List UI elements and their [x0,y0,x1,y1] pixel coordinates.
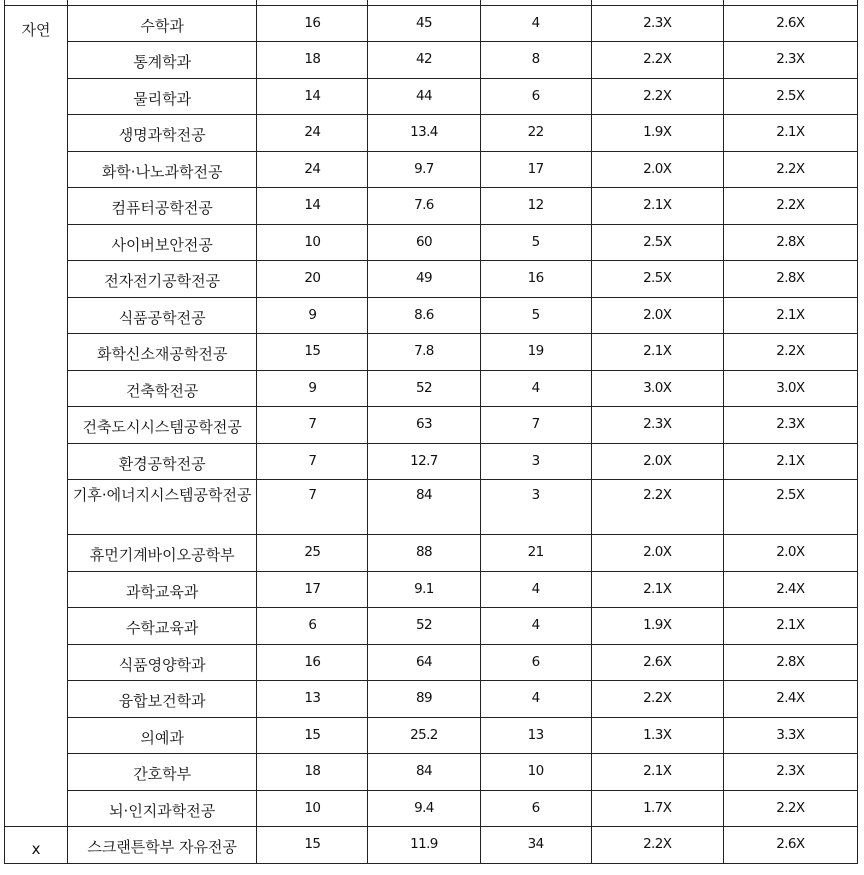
major-cell: 융합보건학과 [68,681,257,718]
value-b-cell: 9.7 [368,151,480,188]
ratio-e-cell: 2.4X [723,681,857,718]
table-row [5,297,858,334]
major-cell: 뇌·인지과학전공 [68,790,257,827]
value-c-cell: 21 [480,535,591,572]
value-c-cell: 4 [480,608,591,645]
value-a-cell: 9 [257,370,368,407]
ratio-d-cell: 2.0X [591,297,723,334]
table-row [5,827,858,864]
value-a-cell: 15 [257,717,368,754]
value-b-cell: 42 [368,42,480,79]
value-c-cell: 5 [480,224,591,261]
major-cell: 수학교육과 [68,608,257,645]
ratio-e-cell: 2.2X [723,334,857,371]
ratio-d-cell: 2.2X [591,681,723,718]
ratio-e-cell: 2.6X [723,5,857,42]
major-cell: 생명과학전공 [68,115,257,152]
value-a-cell: 16 [257,5,368,42]
ratio-d-cell: 2.2X [591,480,723,535]
major-cell: 간호학부 [68,754,257,791]
major-cell: 과학교육과 [68,571,257,608]
table-row [5,443,858,480]
value-b-cell: 9.1 [368,571,480,608]
value-a-cell: 20 [257,261,368,298]
ratio-d-cell: 2.6X [591,644,723,681]
ratio-d-cell: 1.3X [591,717,723,754]
ratio-d-cell: 1.9X [591,115,723,152]
ratio-d-cell: 2.2X [591,78,723,115]
table-row [5,334,858,371]
ratio-d-cell: 1.9X [591,608,723,645]
value-b-cell: 49 [368,261,480,298]
value-b-cell: 89 [368,681,480,718]
ratio-d-cell: 2.1X [591,754,723,791]
ratio-e-cell: 2.2X [723,151,857,188]
value-b-cell: 9.4 [368,790,480,827]
ratio-e-cell: 2.2X [723,188,857,225]
value-c-cell: 4 [480,571,591,608]
value-b-cell: 8.6 [368,297,480,334]
value-b-cell: 60 [368,224,480,261]
category-cell: x [5,827,68,864]
ratio-e-cell: 2.1X [723,115,857,152]
table-row [5,370,858,407]
table-row [5,535,858,572]
value-b-cell: 13.4 [368,115,480,152]
value-b-cell: 11.9 [368,827,480,864]
value-c-cell: 6 [480,644,591,681]
value-c-cell: 3 [480,480,591,535]
ratio-e-cell: 2.8X [723,644,857,681]
value-a-cell: 10 [257,224,368,261]
ratio-e-cell: 2.1X [723,443,857,480]
value-a-cell: 25 [257,535,368,572]
major-cell: 건축도시시스템공학전공 [68,407,257,444]
value-a-cell: 10 [257,790,368,827]
table-body [5,0,858,863]
value-b-cell: 7.6 [368,188,480,225]
value-c-cell: 5 [480,297,591,334]
ratio-d-cell: 1.7X [591,790,723,827]
value-a-cell: 18 [257,754,368,791]
ratio-d-cell: 2.0X [591,443,723,480]
major-cell: 스크랜튼학부 자유전공 [68,827,257,864]
value-c-cell: 34 [480,827,591,864]
table-row [5,644,858,681]
major-cell: 전자전기공학전공 [68,261,257,298]
value-c-cell: 16 [480,261,591,298]
value-a-cell: 7 [257,480,368,535]
value-a-cell: 18 [257,42,368,79]
table-row [5,754,858,791]
major-cell: 물리학과 [68,78,257,115]
value-c-cell: 10 [480,754,591,791]
major-cell: 식품공학전공 [68,297,257,334]
table-row [5,480,858,535]
value-a-cell: 24 [257,115,368,152]
ratio-d-cell: 3.0X [591,370,723,407]
value-b-cell: 52 [368,370,480,407]
value-a-cell: 14 [257,78,368,115]
value-c-cell: 3 [480,443,591,480]
major-cell: 컴퓨터공학전공 [68,188,257,225]
value-a-cell: 16 [257,644,368,681]
value-c-cell: 6 [480,78,591,115]
admissions-table [4,0,858,864]
value-b-cell: 7.8 [368,334,480,371]
ratio-e-cell: 2.5X [723,480,857,535]
table-row [5,224,858,261]
table-row [5,188,858,225]
ratio-d-cell: 2.1X [591,571,723,608]
ratio-d-cell: 2.2X [591,42,723,79]
table-row [5,5,858,42]
table-row [5,608,858,645]
value-c-cell: 8 [480,42,591,79]
table-row [5,78,858,115]
ratio-e-cell: 2.0X [723,535,857,572]
value-c-cell: 4 [480,5,591,42]
table-row [5,407,858,444]
major-cell: 기후·에너지시스템공학전공 [68,480,257,535]
ratio-e-cell: 3.3X [723,717,857,754]
value-b-cell: 45 [368,5,480,42]
ratio-e-cell: 2.3X [723,42,857,79]
major-cell: 통계학과 [68,42,257,79]
table-row [5,151,858,188]
major-cell: 환경공학전공 [68,443,257,480]
ratio-e-cell: 2.1X [723,297,857,334]
value-a-cell: 6 [257,608,368,645]
value-b-cell: 88 [368,535,480,572]
table-row [5,717,858,754]
value-a-cell: 7 [257,443,368,480]
table-row [5,42,858,79]
value-a-cell: 13 [257,681,368,718]
value-c-cell: 7 [480,407,591,444]
value-c-cell: 6 [480,790,591,827]
ratio-e-cell: 2.8X [723,261,857,298]
ratio-e-cell: 3.0X [723,370,857,407]
ratio-e-cell: 2.8X [723,224,857,261]
value-c-cell: 17 [480,151,591,188]
ratio-e-cell: 2.3X [723,407,857,444]
value-a-cell: 14 [257,188,368,225]
table-row [5,790,858,827]
value-a-cell: 17 [257,571,368,608]
major-cell: 휴먼기계바이오공학부 [68,535,257,572]
ratio-e-cell: 2.6X [723,827,857,864]
ratio-e-cell: 2.2X [723,790,857,827]
value-b-cell: 84 [368,754,480,791]
ratio-d-cell: 2.0X [591,535,723,572]
major-cell: 건축학전공 [68,370,257,407]
ratio-e-cell: 2.4X [723,571,857,608]
ratio-d-cell: 2.3X [591,5,723,42]
value-b-cell: 64 [368,644,480,681]
value-b-cell: 52 [368,608,480,645]
ratio-d-cell: 2.1X [591,334,723,371]
major-cell: 의예과 [68,717,257,754]
ratio-d-cell: 2.3X [591,407,723,444]
major-cell: 화학신소재공학전공 [68,334,257,371]
ratio-d-cell: 2.5X [591,261,723,298]
value-b-cell: 25.2 [368,717,480,754]
table-row [5,261,858,298]
table-row [5,115,858,152]
value-c-cell: 4 [480,370,591,407]
category-cell: 자연 [5,5,68,827]
ratio-e-cell: 2.5X [723,78,857,115]
ratio-d-cell: 2.1X [591,188,723,225]
table-row [5,571,858,608]
major-cell: 수학과 [68,5,257,42]
ratio-e-cell: 2.1X [723,608,857,645]
value-c-cell: 4 [480,681,591,718]
value-c-cell: 19 [480,334,591,371]
value-b-cell: 63 [368,407,480,444]
value-a-cell: 15 [257,827,368,864]
value-b-cell: 44 [368,78,480,115]
value-a-cell: 15 [257,334,368,371]
ratio-e-cell: 2.3X [723,754,857,791]
value-a-cell: 9 [257,297,368,334]
value-c-cell: 13 [480,717,591,754]
value-b-cell: 84 [368,480,480,535]
value-c-cell: 22 [480,115,591,152]
value-c-cell: 12 [480,188,591,225]
value-b-cell: 12.7 [368,443,480,480]
major-cell: 식품영양학과 [68,644,257,681]
value-a-cell: 24 [257,151,368,188]
value-a-cell: 7 [257,407,368,444]
major-cell: 사이버보안전공 [68,224,257,261]
ratio-d-cell: 2.5X [591,224,723,261]
ratio-d-cell: 2.2X [591,827,723,864]
major-cell: 화학·나노과학전공 [68,151,257,188]
ratio-d-cell: 2.0X [591,151,723,188]
table-row [5,681,858,718]
